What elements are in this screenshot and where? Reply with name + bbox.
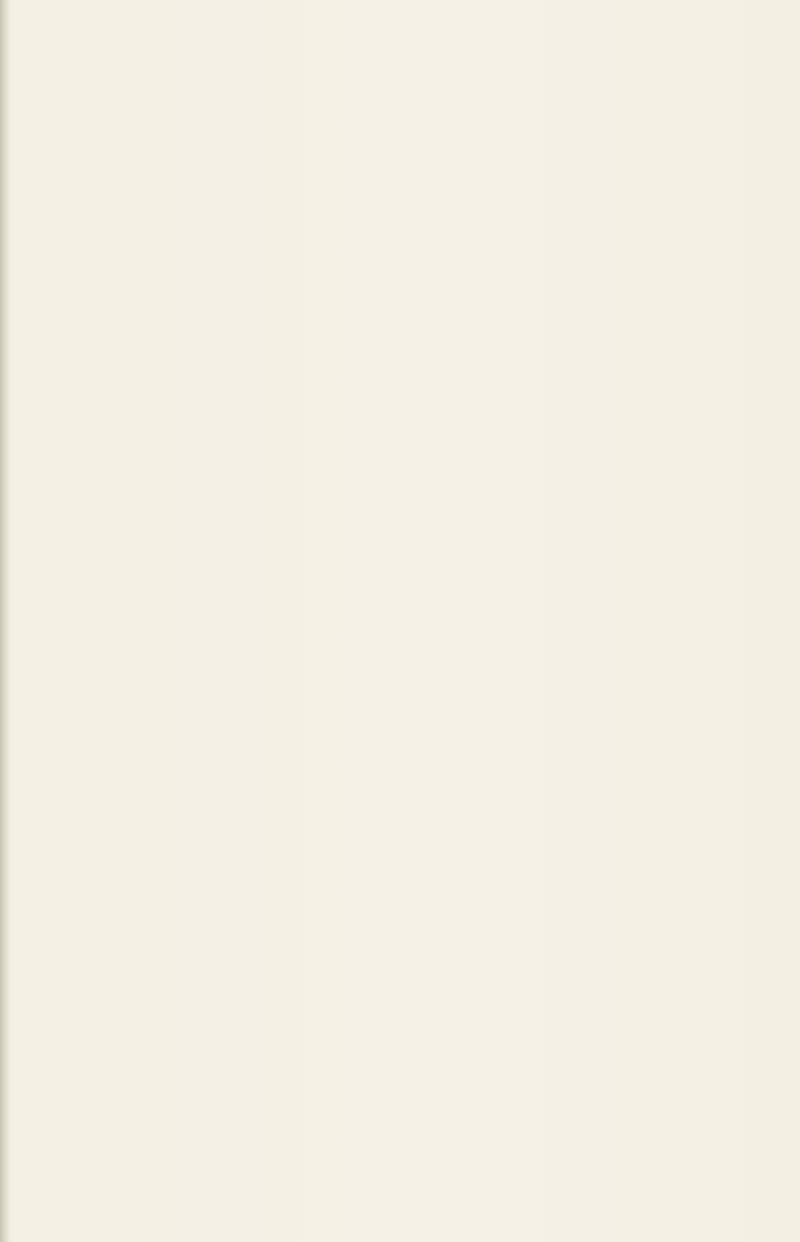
text-line [91,882,751,913]
text-line [91,1127,751,1158]
text-line [91,514,751,545]
text-line [91,1097,751,1128]
text-line [91,268,751,299]
bleed-through-decoration [80,92,760,122]
text-line [91,943,751,974]
text-line [91,544,751,575]
text-line [91,851,751,882]
text-line [91,790,751,821]
text-line [91,636,751,667]
text-line [91,728,751,759]
text-line [91,299,751,330]
text-line [91,820,751,851]
text-line [91,698,751,729]
text-line [91,1035,751,1066]
text-line [91,452,751,483]
text-line [91,1066,751,1097]
text-line [91,421,751,452]
text-line [91,329,751,360]
text-line [91,575,751,606]
text-line [91,974,751,1005]
paragraph [91,606,751,1189]
text-line [91,360,751,391]
text-line [91,667,751,698]
preface-body [91,268,751,1189]
text-line [91,1158,751,1189]
page-spine-shadow [0,0,10,1242]
text-line [91,1005,751,1036]
paragraph [91,268,751,606]
text-line [91,606,751,637]
text-line [91,391,751,422]
text-line [91,912,751,943]
text-line [91,759,751,790]
text-line [91,483,751,514]
